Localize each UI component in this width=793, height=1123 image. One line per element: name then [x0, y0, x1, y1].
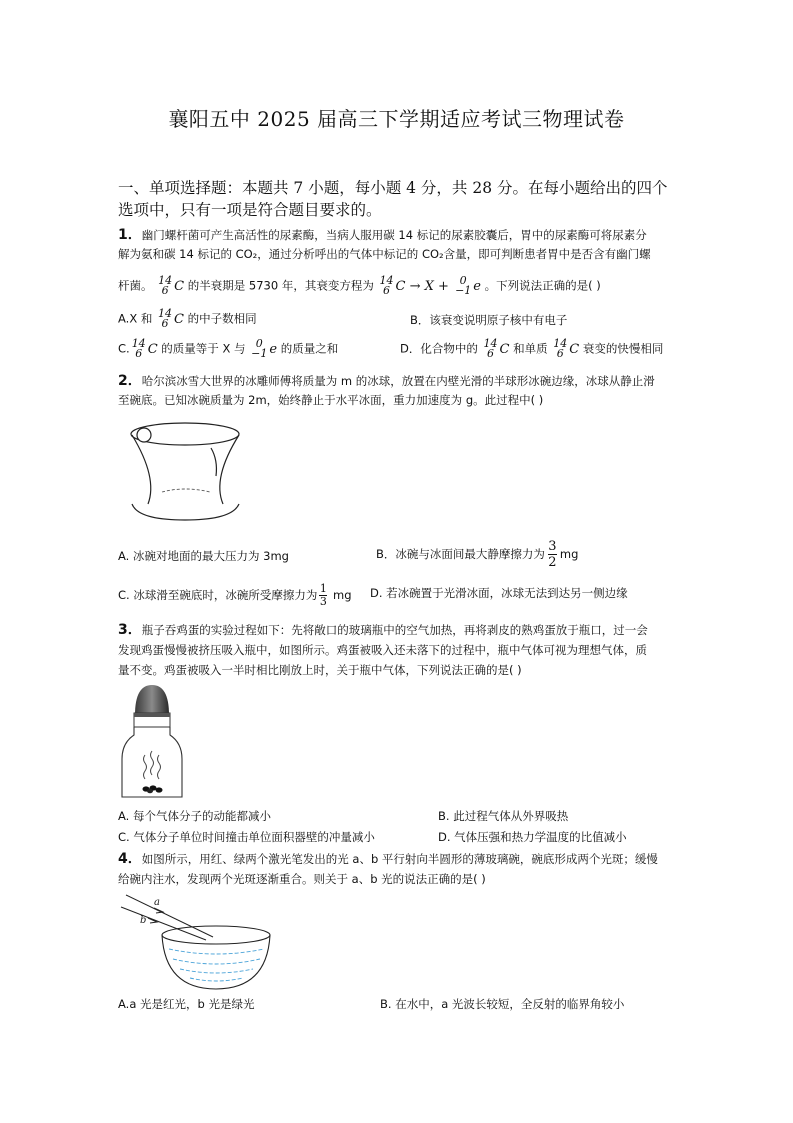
q3-line3: 量不变。鸡蛋被吸入一半时相比刚放上时，关于瓶中气体，下列说法正确的是( )	[118, 663, 522, 677]
q3-number: 3．	[118, 622, 142, 638]
q3-option-b[interactable]: B. 此过程气体从外界吸热	[438, 809, 569, 823]
q3-option-d[interactable]: D. 气体压强和热力学温度的比值减小	[438, 830, 627, 844]
q1-text-l3a: 杆菌。	[118, 278, 153, 293]
q1-option-c[interactable]: C. 14 6 C 的质量等于 X 与 0 −1 e 的质量之和	[118, 337, 339, 360]
q1-option-b[interactable]: B．该衰变说明原子核中有电子	[410, 313, 568, 327]
q1-text-l1: 幽门螺杆菌可产生高活性的尿素酶，当病人服用碳 14 标记的尿素胶囊后，胃中的尿素酶可将尿素分	[141, 228, 647, 242]
q4-line2: 给碗内注水，发现两个光斑逐渐重合。则关于 a、b 光的说法正确的是( )	[118, 872, 486, 886]
glass-bowl-figure	[118, 893, 273, 993]
q4-line1: 4．如图所示，用红、绿两个激光笔发出的光 a、b 平行射向半圆形的薄玻璃碗，碗底形成两个光斑；缓慢	[118, 851, 658, 867]
q3-option-c[interactable]: C. 气体分子单位时间撞击单位面积器壁的冲量减小	[118, 830, 375, 844]
q2-number: 2．	[118, 373, 142, 389]
exam-title: 襄阳五中 2025 届高三下学期适应考试三物理试卷	[168, 107, 625, 131]
decay-equation: 14 6 C → X + 0 −1 e	[379, 274, 481, 297]
section-heading-line1: 一、单项选择题：本题共 7 小题，每小题 4 分，共 28 分。在每小题给出的四个	[118, 179, 668, 197]
q1-line3	[118, 276, 601, 296]
q3-line1: 3．瓶子吞鸡蛋的实验过程如下：先将敞口的玻璃瓶中的空气加热，再将剥皮的熟鸡蛋放于瓶口，过一会	[118, 622, 648, 638]
q4-number: 4．	[118, 851, 142, 867]
label-a: a	[154, 897, 160, 908]
q1-line2: 解为氨和碳 14 标记的 CO₂，通过分析呼出的气体中标记的 CO₂含量，即可判断患者胃中是否含有幽门螺	[118, 247, 651, 261]
bottle-egg-figure	[118, 683, 188, 801]
q2-option-a[interactable]: A. 冰碗对地面的最大压力为 3mg	[118, 549, 289, 563]
q3-line2: 发现鸡蛋慢慢被挤压吸入瓶中，如图所示。鸡蛋被吸入还未落下的过程中，瓶中气体可视为理想气体，质	[118, 643, 647, 657]
q1-option-a[interactable]: A.X 和 14 6 C 的中子数相同	[118, 307, 257, 330]
q3-option-a[interactable]: A. 每个气体分子的动能都减小	[118, 809, 271, 823]
q1-number: 1．	[118, 227, 142, 243]
q1-text-l3b: 的半衰期是 5730 年，其衰变方程为	[187, 278, 374, 293]
q2-line1: 2．哈尔滨冰雪大世界的冰雕师傅将质量为 m 的冰球，放置在内壁光滑的半球形冰碗边缘，冰球从静止滑	[118, 373, 655, 389]
label-b: b	[140, 915, 147, 926]
q1-text-l3c: 。下列说法正确的是( )	[484, 278, 601, 293]
section-heading-line2: 选项中，只有一项是符合题目要求的。	[118, 201, 382, 219]
ice-ball	[137, 428, 151, 442]
q2-line2: 至碗底。已知冰碗质量为 2m，始终静止于水平冰面，重力加速度为 g。此过程中( )	[118, 393, 544, 407]
isotope-c14: 14 6 C	[158, 274, 185, 297]
q2-option-d[interactable]: D. 若冰碗置于光滑冰面，冰球无法到达另一侧边缘	[370, 586, 628, 600]
section-heading	[118, 177, 678, 221]
ice-bowl-figure	[128, 420, 244, 528]
q1-line1	[118, 227, 647, 243]
egg-icon	[135, 685, 169, 715]
q1-option-d[interactable]: D．化合物中的 14 6 C 和单质 14 6 C 衰变的快慢相同	[400, 337, 664, 360]
q2-option-b[interactable]: B．冰碗与冰面间最大静摩擦力为 $\frac{3}{2}$ mg	[376, 539, 579, 570]
q4-option-b[interactable]: B. 在水中，a 光波长较短，全反射的临界角较小	[380, 997, 625, 1011]
q2-option-c[interactable]: C. 冰球滑至碗底时，冰碗所受摩擦力为 $\frac{1}{3}$ mg	[118, 582, 352, 608]
q4-option-a[interactable]: A.a 光是红光，b 光是绿光	[118, 997, 255, 1011]
